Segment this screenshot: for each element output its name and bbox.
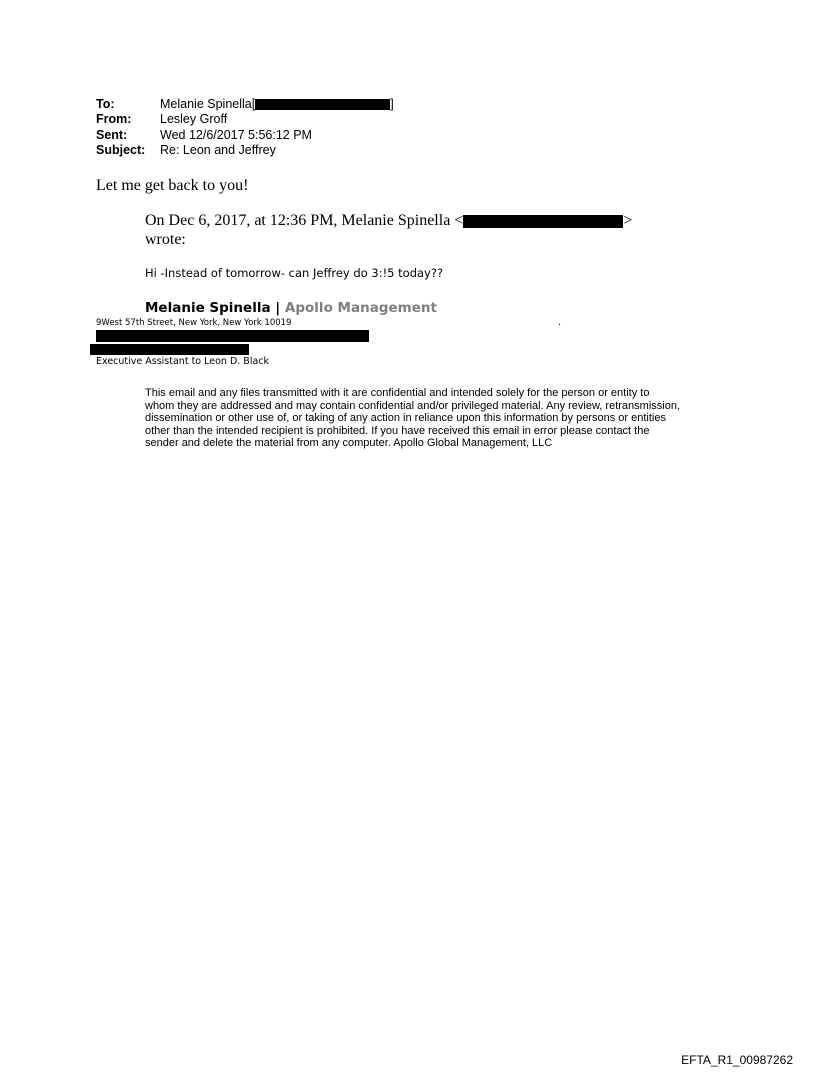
confidentiality-disclaimer: This email and any files transmitted with it are confidential and intended solely for the person or entity to whom they are addressed and may contain confidential and/or privileged material. Any review, retransmission, dissemination or other use of, or taking of any action in reliance upon this information by persons or entities other than the intended recipient is prohibited. If you have received this email in error please contact the sender and delete the material from any computer. Apollo Global Management, LLC xyxy=(145,387,680,450)
quoted-intro xyxy=(145,211,665,249)
to-value: Melanie Spinella[ xyxy=(160,97,256,111)
signature-name: Melanie Spinella xyxy=(145,300,271,316)
from-label: From: xyxy=(96,112,132,127)
redaction-block xyxy=(463,215,623,228)
reply-text: Let me get back to you! xyxy=(96,177,249,194)
signature-separator: | xyxy=(270,300,285,316)
quoted-intro-after: > xyxy=(623,212,633,229)
signature-name-line xyxy=(145,300,437,316)
subject-value: Re: Leon and Jeffrey xyxy=(160,142,276,157)
to-label: To: xyxy=(96,97,115,111)
signature-company: Apollo Management xyxy=(284,300,437,316)
signature-dot: . xyxy=(558,317,562,328)
redaction-block xyxy=(96,330,369,342)
quoted-intro-wrote: wrote: xyxy=(145,231,186,248)
redaction-block xyxy=(90,344,249,355)
quoted-intro-before: On Dec 6, 2017, at 12:36 PM, Melanie Spinella < xyxy=(145,212,464,229)
from-value: Lesley Groff xyxy=(160,112,228,127)
redaction-block xyxy=(255,99,390,110)
quoted-body: Hi -Instead of tomorrow- can Jeffrey do 3:!5 today?? xyxy=(145,266,444,280)
subject-label: Subject: xyxy=(96,142,146,157)
subject-row xyxy=(96,143,394,158)
to-close-bracket: ] xyxy=(390,97,394,111)
bates-number: EFTA_R1_00987262 xyxy=(681,1053,793,1067)
sent-value: Wed 12/6/2017 5:56:12 PM xyxy=(160,127,312,142)
signature-address: 9West 57th Street, New York, New York 10019 xyxy=(96,318,292,328)
sent-label: Sent: xyxy=(96,127,128,142)
sent-row xyxy=(96,128,394,143)
email-header xyxy=(96,97,394,158)
to-row xyxy=(96,97,394,112)
signature-title: Executive Assistant to Leon D. Black xyxy=(96,356,270,367)
from-row xyxy=(96,112,394,127)
